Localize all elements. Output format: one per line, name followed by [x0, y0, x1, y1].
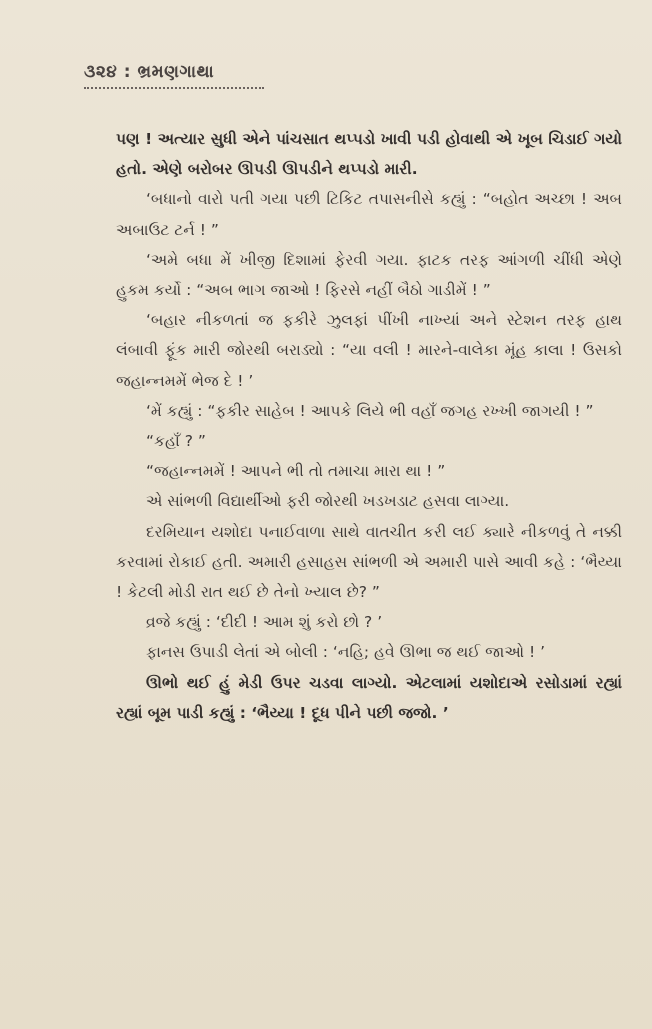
paragraph: એ સાંભળી વિદ્યાર્થીઓ ફરી જોરથી ખડખડાટ હસવા લાગ્યા.: [146, 492, 510, 511]
paragraph: દરમિયાન યશોદા પનાઈવાળા સાથે વાતચીત કરી લઈ ક્યારે નીકળવું તે નક્કી કરવામાં રોકાઈ હતી. અમારી હસાહસ સાંભળી એ અમારી પાસે આવી કહે : ‘ભૈય્યા ! કેટલી મોડી રાત થઈ છે તેનો ખ્યાલ છે? ”: [116, 522, 622, 602]
paragraph: ‘અમે બધા મેં ખીજી દિશામાં ફેરવી ગયા. ફાટક તરફ આંગળી ચીંધી એણે હુકમ કર્યો : “અબ ભાગ જાઓ ! ફિરસે નહીં બૈઠો ગાડીમેં ! ”: [116, 250, 622, 300]
paragraph: ફાનસ ઉપાડી લેતાં એ બોલી : ‘નહિ; હવે ઊભા જ થઈ જાઓ ! ’: [146, 643, 546, 662]
paragraph: પણ ! અત્યાર સુધી એને પાંચસાત થપ્પડો ખાવી પડી હોવાથી એ ખૂબ ચિડાઈ ગયો હતો. એણે બરોબર ઊપડી ઊપડીને થપ્પડો મારી.: [116, 130, 622, 179]
body-text: [116, 124, 622, 728]
paragraph: ઊભો થઈ હું મેડી ઉપર ચડવા લાગ્યો. એટલામાં યશોદાએ રસોડામાં રહ્યાં રહ્યાં બૂમ પાડી કહ્યું : ‘ભૈય્યા ! દૂધ પીને પછી જજો. ’: [116, 673, 622, 722]
paragraph: “જહાન્નમમેં ! આપને ભી તો તમાચા મારા થા ! ”: [146, 462, 446, 481]
header-separator: :: [123, 62, 132, 82]
paragraph: ‘બહાર નીકળતાં જ ફકીરે ઝુલફાં પીંખી નાખ્યાં અને સ્ટેશન તરફ હાથ લંબાવી ફૂંક મારી જોરથી બરાડ્યો : “યા વલી ! મારને-વાલેકા મૂંહ કાલા ! ઉસકો જહાન્નમમેં ભેજ દે ! ’: [116, 311, 622, 390]
running-header: [84, 62, 264, 89]
book-title: ભ્રમણગાથા: [137, 62, 215, 82]
paragraph: ‘બધાનો વારો પતી ગયા પછી ટિકિટ તપાસનીસે કહ્યું : “બહોત અચ્છા ! અબ અબાઉટ ટર્ન ! ”: [116, 190, 622, 239]
paragraph: ‘મેં કહ્યું : “ફકીર સાહેબ ! આપકે લિયે ભી વહાઁ જગહ રખ્ખી જાગયી ! ”: [146, 401, 594, 420]
header-underline: [84, 85, 264, 89]
page-number: ૩૨૪: [84, 62, 118, 82]
paragraph: “કહાઁ ? ”: [146, 432, 206, 451]
paragraph: વ્રજે કહ્યું : ‘દીદી ! આમ શું કરો છો ? ’: [146, 613, 383, 632]
